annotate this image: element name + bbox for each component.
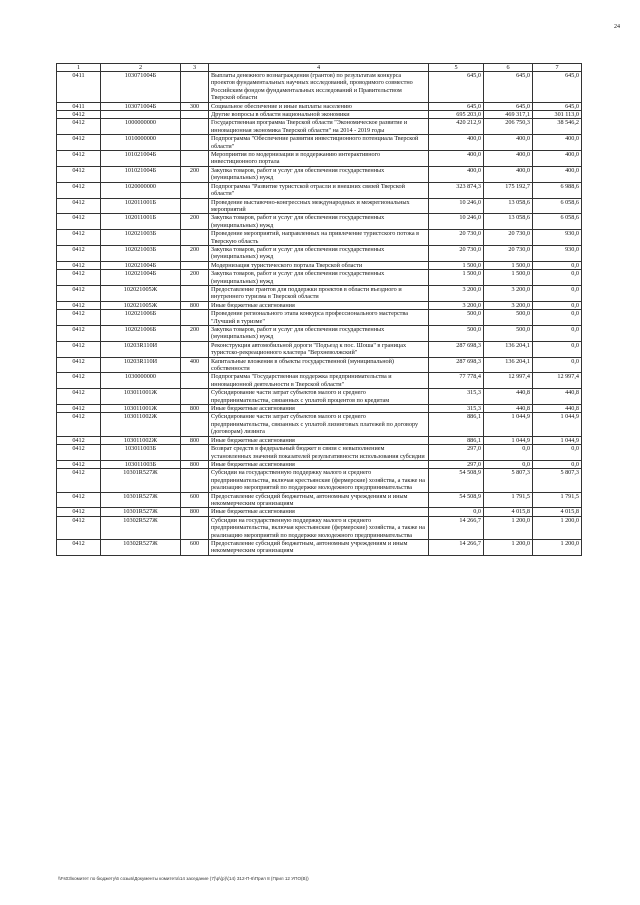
table-cell-v7: 0,0 — [533, 270, 582, 286]
table-cell-v7: 0,0 — [533, 460, 582, 468]
table-cell-type: 200 — [181, 166, 209, 182]
table-cell-type: 200 — [181, 214, 209, 230]
table-row — [57, 135, 582, 151]
table-cell-code: 102021005Ж — [101, 301, 181, 309]
table-cell-code: 103011003Б — [101, 460, 181, 468]
table-cell-v6: 12 997,4 — [484, 373, 533, 389]
table-cell-v6: 500,0 — [484, 326, 533, 342]
table-cell-name: Субсидирование части затрат субъектов малого и среднего предпринимательства, связанных с уплатой лизинговых платежей по договору (договорам) лизинга — [209, 413, 429, 436]
table-cell-sec: 0412 — [57, 198, 101, 214]
table-cell-code: 10302R527Ж — [101, 516, 181, 539]
file-path-footer: \\Fs03\комитет по бюджету\6 созыв\Документы комитета\14 заседание (7)\р\(р)\(14) 312-П-6\Прил 8 (Прил 12 УПО(В)) — [58, 876, 309, 881]
table-cell-name: Закупка товаров, работ и услуг для обеспечения государственных (муниципальных) нужд — [209, 214, 429, 230]
table-cell-type: 600 — [181, 492, 209, 508]
table-cell-name: Иные бюджетные ассигнования — [209, 460, 429, 468]
table-cell-v5: 1 500,0 — [429, 261, 484, 269]
table-cell-name: Государственная программа Тверской области "Экономическое развитие и инновационная экономика Тверской области" на 2014 - 2019 годы — [209, 119, 429, 135]
table-cell-sec: 0412 — [57, 413, 101, 436]
table-cell-name: Капитальные вложения в объекты государственной (муниципальной) собственности — [209, 357, 429, 373]
table-cell-name: Выплаты денежного вознаграждения (грантов) по результатам конкурса проектов фундаментальных научных исследований, проводимого совместно Российским фондом фундаментальных исследований и Правительством Тверской области — [209, 72, 429, 103]
table-cell-sec: 0412 — [57, 182, 101, 198]
table-cell-v7: 0,0 — [533, 285, 582, 301]
table-cell-name: Модернизация туристического портала Тверской области — [209, 261, 429, 269]
table-row — [57, 492, 582, 508]
table-cell-v6: 13 058,6 — [484, 198, 533, 214]
table-cell-code: 101021004Б — [101, 166, 181, 182]
table-cell-v7: 1 044,9 — [533, 436, 582, 444]
table-cell-v5: 323 874,3 — [429, 182, 484, 198]
table-cell-sec: 0412 — [57, 341, 101, 357]
table-cell-type: 400 — [181, 357, 209, 373]
table-cell-name: Реконструкция автомобильной дороги "Подъезд к пос. Шоша" в границах туристско-рекреационного кластера "Верхневолжский" — [209, 341, 429, 357]
table-cell-name: Социальное обеспечение и иные выплаты населению — [209, 102, 429, 110]
table-row — [57, 285, 582, 301]
table-cell-v5: 886,1 — [429, 413, 484, 436]
table-cell-name: Предоставление субсидий бюджетным, автономным учреждениям и иным некоммерческим организациям — [209, 539, 429, 555]
table-cell-code: 10301R527Ж — [101, 508, 181, 516]
table-cell-v7: 645,0 — [533, 102, 582, 110]
table-cell-v6: 5 807,3 — [484, 469, 533, 492]
table-cell-v6: 206 750,3 — [484, 119, 533, 135]
table-cell-v6: 500,0 — [484, 310, 533, 326]
table-cell-name: Субсидии на государственную поддержку малого и среднего предпринимательства, включая крестьянские (фермерские) хозяйства, а также на реализацию мероприятий по поддержке молодежного предпринимательства — [209, 469, 429, 492]
table-cell-v7: 6 058,6 — [533, 214, 582, 230]
table-cell-v7: 0,0 — [533, 341, 582, 357]
table-cell-name: Субсидии на государственную поддержку малого и среднего предпринимательства, включая крестьянские (фермерские) хозяйства, а также на реализацию мероприятий по поддержке молодежного предпринимательства — [209, 516, 429, 539]
table-cell-sec: 0412 — [57, 261, 101, 269]
table-cell-v5: 886,1 — [429, 436, 484, 444]
table-cell-type — [181, 198, 209, 214]
table-cell-type — [181, 373, 209, 389]
table-cell-type: 300 — [181, 102, 209, 110]
table-cell-name: Подпрограмма "Обеспечение развития инвестиционного потенциала Тверской области" — [209, 135, 429, 151]
table-cell-sec: 0412 — [57, 460, 101, 468]
table-cell-sec: 0412 — [57, 445, 101, 461]
table-cell-code: 102011001Б — [101, 198, 181, 214]
table-cell-type: 800 — [181, 460, 209, 468]
table-row — [57, 341, 582, 357]
table-row — [57, 310, 582, 326]
table-cell-name: Проведение выставочно-конгрессных международных и межрегиональных мероприятий — [209, 198, 429, 214]
table-cell-sec: 0412 — [57, 135, 101, 151]
table-cell-type: 600 — [181, 539, 209, 555]
table-row — [57, 301, 582, 309]
table-cell-code: 102021003Б — [101, 230, 181, 246]
table-cell-v5: 315,3 — [429, 405, 484, 413]
table-cell-type — [181, 445, 209, 461]
table-cell-type: 800 — [181, 301, 209, 309]
table-cell-type — [181, 310, 209, 326]
table-cell-code: 103011001Ж — [101, 389, 181, 405]
table-cell-type — [181, 389, 209, 405]
table-cell-v7: 0,0 — [533, 357, 582, 373]
table-cell-name: Другие вопросы в области национальной экономики — [209, 111, 429, 119]
table-cell-v6: 13 058,6 — [484, 214, 533, 230]
table-cell-sec: 0412 — [57, 469, 101, 492]
table-cell-v5: 400,0 — [429, 135, 484, 151]
table-cell-code: 102021003Б — [101, 245, 181, 261]
table-cell-type — [181, 119, 209, 135]
table-cell-v6: 136 204,1 — [484, 341, 533, 357]
table-row — [57, 214, 582, 230]
table-row — [57, 460, 582, 468]
table-cell-v5: 10 246,0 — [429, 214, 484, 230]
table-cell-type — [181, 413, 209, 436]
table-row — [57, 357, 582, 373]
table-cell-type — [181, 72, 209, 103]
table-cell-code: 102011001Б — [101, 214, 181, 230]
table-cell-code: 102021006Б — [101, 310, 181, 326]
table-cell-v7: 1 044,9 — [533, 413, 582, 436]
column-header: 1 — [57, 64, 101, 72]
table-cell-v7: 0,0 — [533, 445, 582, 461]
table-cell-code: 10203R110И — [101, 357, 181, 373]
table-row — [57, 326, 582, 342]
table-cell-v5: 400,0 — [429, 166, 484, 182]
table-row — [57, 413, 582, 436]
table-cell-v6: 645,0 — [484, 72, 533, 103]
table-row — [57, 516, 582, 539]
table-cell-code: 10301R527Ж — [101, 492, 181, 508]
table-cell-sec: 0412 — [57, 373, 101, 389]
table-cell-type — [181, 516, 209, 539]
table-cell-code: 103071004Б — [101, 102, 181, 110]
table-cell-sec: 0412 — [57, 357, 101, 373]
page-number: 24 — [614, 24, 620, 30]
table-cell-type — [181, 182, 209, 198]
table-cell-code — [101, 111, 181, 119]
table-row — [57, 373, 582, 389]
table-cell-v5: 645,0 — [429, 102, 484, 110]
table-cell-type — [181, 135, 209, 151]
table-row — [57, 166, 582, 182]
table-row — [57, 539, 582, 555]
table-cell-v6: 3 200,0 — [484, 301, 533, 309]
table-cell-code: 1010000000 — [101, 135, 181, 151]
table-cell-name: Субсидирование части затрат субъектов малого и среднего предпринимательства, связанных с уплатой процентов по кредитам — [209, 389, 429, 405]
table-cell-code: 102021004Б — [101, 261, 181, 269]
table-row — [57, 469, 582, 492]
table-row — [57, 405, 582, 413]
table-cell-sec: 0412 — [57, 151, 101, 167]
table-cell-type: 800 — [181, 405, 209, 413]
table-cell-sec: 0412 — [57, 166, 101, 182]
table-cell-v6: 1 500,0 — [484, 261, 533, 269]
table-cell-v6: 1 044,9 — [484, 436, 533, 444]
table-cell-code: 1030000000 — [101, 373, 181, 389]
table-cell-v7: 0,0 — [533, 261, 582, 269]
table-cell-v6: 1 044,9 — [484, 413, 533, 436]
table-cell-v5: 20 730,0 — [429, 230, 484, 246]
table-cell-v6: 3 200,0 — [484, 285, 533, 301]
table-cell-sec: 0412 — [57, 285, 101, 301]
table-cell-code: 102021005Ж — [101, 285, 181, 301]
table-cell-v5: 500,0 — [429, 310, 484, 326]
table-cell-v5: 3 200,0 — [429, 301, 484, 309]
table-row — [57, 261, 582, 269]
table-cell-sec: 0412 — [57, 245, 101, 261]
table-cell-v5: 420 212,9 — [429, 119, 484, 135]
table-cell-v5: 0,0 — [429, 508, 484, 516]
table-row — [57, 389, 582, 405]
table-cell-v5: 287 698,3 — [429, 341, 484, 357]
table-cell-code: 102021004Б — [101, 270, 181, 286]
table-row — [57, 198, 582, 214]
table-cell-v7: 1 791,5 — [533, 492, 582, 508]
table-cell-type — [181, 341, 209, 357]
table-cell-v6: 469 317,1 — [484, 111, 533, 119]
table-cell-type: 800 — [181, 508, 209, 516]
table-cell-v7: 0,0 — [533, 301, 582, 309]
table-cell-type — [181, 111, 209, 119]
table-cell-name: Проведение регионального этапа конкурса профессионального мастерства "Лучший в туризме" — [209, 310, 429, 326]
table-cell-code: 103011002Ж — [101, 436, 181, 444]
table-header-row — [57, 64, 582, 72]
table-cell-code: 10203R110И — [101, 341, 181, 357]
table-cell-v6: 0,0 — [484, 445, 533, 461]
table-cell-type: 200 — [181, 270, 209, 286]
table-cell-v6: 400,0 — [484, 135, 533, 151]
table-cell-code: 103011002Ж — [101, 413, 181, 436]
table-cell-name: Иные бюджетные ассигнования — [209, 405, 429, 413]
column-header: 5 — [429, 64, 484, 72]
table-cell-v5: 297,0 — [429, 460, 484, 468]
column-header: 3 — [181, 64, 209, 72]
table-cell-type — [181, 151, 209, 167]
table-cell-type — [181, 285, 209, 301]
table-cell-sec: 0412 — [57, 119, 101, 135]
table-row — [57, 151, 582, 167]
table-cell-v5: 3 200,0 — [429, 285, 484, 301]
column-header: 6 — [484, 64, 533, 72]
table-body — [57, 72, 582, 556]
table-cell-v7: 1 200,0 — [533, 539, 582, 555]
table-row — [57, 436, 582, 444]
table-cell-v7: 301 113,0 — [533, 111, 582, 119]
budget-table — [56, 63, 582, 556]
table-cell-v6: 20 730,0 — [484, 230, 533, 246]
table-cell-sec: 0412 — [57, 111, 101, 119]
table-cell-sec: 0412 — [57, 270, 101, 286]
table-cell-sec: 0412 — [57, 516, 101, 539]
table-cell-v7: 930,0 — [533, 245, 582, 261]
table-cell-sec: 0411 — [57, 102, 101, 110]
table-row — [57, 111, 582, 119]
table-cell-v5: 695 203,0 — [429, 111, 484, 119]
table-cell-v7: 440,8 — [533, 389, 582, 405]
table-cell-type: 200 — [181, 245, 209, 261]
table-cell-name: Подпрограмма "Развитие туристской отрасли и внешних связей Тверской области" — [209, 182, 429, 198]
table-cell-code: 10301R527Ж — [101, 469, 181, 492]
table-cell-v6: 440,8 — [484, 389, 533, 405]
table-row — [57, 230, 582, 246]
table-cell-v7: 4 015,8 — [533, 508, 582, 516]
table-cell-v6: 400,0 — [484, 151, 533, 167]
table-cell-v6: 136 204,1 — [484, 357, 533, 373]
table-cell-sec: 0412 — [57, 436, 101, 444]
table-cell-v6: 400,0 — [484, 166, 533, 182]
table-cell-name: Закупка товаров, работ и услуг для обеспечения государственных (муниципальных) нужд — [209, 245, 429, 261]
table-cell-name: Предоставление грантов для поддержки проектов в области въездного и внутреннего туризма в Тверской области — [209, 285, 429, 301]
table-cell-sec: 0412 — [57, 301, 101, 309]
table-cell-v6: 4 015,8 — [484, 508, 533, 516]
table-cell-v5: 77 778,4 — [429, 373, 484, 389]
table-cell-v5: 14 266,7 — [429, 516, 484, 539]
table-cell-name: Подпрограмма "Государственная поддержка предпринимательства и инновационной деятельности в Тверской области" — [209, 373, 429, 389]
table-cell-name: Иные бюджетные ассигнования — [209, 508, 429, 516]
table-cell-v7: 400,0 — [533, 135, 582, 151]
table-cell-v5: 1 500,0 — [429, 270, 484, 286]
table-cell-name: Иные бюджетные ассигнования — [209, 436, 429, 444]
table-cell-v7: 930,0 — [533, 230, 582, 246]
table-cell-v6: 175 192,7 — [484, 182, 533, 198]
table-cell-type — [181, 469, 209, 492]
table-cell-name: Иные бюджетные ассигнования — [209, 301, 429, 309]
table-row — [57, 245, 582, 261]
table-cell-v7: 400,0 — [533, 166, 582, 182]
table-cell-sec: 0412 — [57, 214, 101, 230]
table-cell-v7: 645,0 — [533, 72, 582, 103]
table-cell-sec: 0412 — [57, 539, 101, 555]
table-cell-type — [181, 230, 209, 246]
table-cell-v5: 10 246,0 — [429, 198, 484, 214]
table-cell-sec: 0411 — [57, 72, 101, 103]
column-header: 7 — [533, 64, 582, 72]
table-cell-code: 1000000000 — [101, 119, 181, 135]
table-cell-v7: 6 988,6 — [533, 182, 582, 198]
table-cell-v5: 297,0 — [429, 445, 484, 461]
column-header: 4 — [209, 64, 429, 72]
table-cell-v5: 14 266,7 — [429, 539, 484, 555]
table-cell-type — [181, 261, 209, 269]
table-cell-v7: 440,8 — [533, 405, 582, 413]
table-cell-v5: 500,0 — [429, 326, 484, 342]
table-cell-code: 103011003Б — [101, 445, 181, 461]
table-cell-v7: 12 997,4 — [533, 373, 582, 389]
table-cell-v7: 400,0 — [533, 151, 582, 167]
table-cell-sec: 0412 — [57, 230, 101, 246]
table-cell-v6: 1 200,0 — [484, 516, 533, 539]
table-cell-v5: 54 508,9 — [429, 492, 484, 508]
table-cell-v6: 645,0 — [484, 102, 533, 110]
table-cell-code: 103071004Б — [101, 72, 181, 103]
table-cell-v5: 400,0 — [429, 151, 484, 167]
table-cell-code: 101021004Б — [101, 151, 181, 167]
table-cell-code: 102021006Б — [101, 326, 181, 342]
table-cell-v5: 54 508,9 — [429, 469, 484, 492]
table-cell-v7: 38 546,2 — [533, 119, 582, 135]
table-cell-v5: 20 730,0 — [429, 245, 484, 261]
table-cell-v6: 0,0 — [484, 460, 533, 468]
table-row — [57, 508, 582, 516]
table-cell-v6: 1 200,0 — [484, 539, 533, 555]
table-row — [57, 445, 582, 461]
table-cell-v7: 0,0 — [533, 310, 582, 326]
table-row — [57, 72, 582, 103]
table-cell-sec: 0412 — [57, 389, 101, 405]
table-row — [57, 270, 582, 286]
table-cell-name: Проведение мероприятий, направленных на привлечение туристского потока в Тверскую область — [209, 230, 429, 246]
table-cell-v5: 645,0 — [429, 72, 484, 103]
table-cell-sec: 0412 — [57, 492, 101, 508]
table-cell-sec: 0412 — [57, 310, 101, 326]
table-cell-name: Закупка товаров, работ и услуг для обеспечения государственных (муниципальных) нужд — [209, 166, 429, 182]
table-cell-name: Закупка товаров, работ и услуг для обеспечения государственных (муниципальных) нужд — [209, 270, 429, 286]
table-cell-v5: 315,3 — [429, 389, 484, 405]
table-row — [57, 102, 582, 110]
table-cell-v7: 0,0 — [533, 326, 582, 342]
table-cell-code: 1020000000 — [101, 182, 181, 198]
table-cell-v7: 5 807,3 — [533, 469, 582, 492]
table-row — [57, 119, 582, 135]
table-cell-v7: 6 058,6 — [533, 198, 582, 214]
table-cell-v5: 287 698,3 — [429, 357, 484, 373]
table-cell-name: Предоставление субсидий бюджетным, автономным учреждениям и иным некоммерческим организациям — [209, 492, 429, 508]
table-cell-name: Закупка товаров, работ и услуг для обеспечения государственных (муниципальных) нужд — [209, 326, 429, 342]
table-cell-code: 103011001Ж — [101, 405, 181, 413]
table-cell-sec: 0412 — [57, 405, 101, 413]
table-cell-name: Мероприятия по модернизации и поддержанию интерактивного инвестиционного портала — [209, 151, 429, 167]
column-header: 2 — [101, 64, 181, 72]
table-cell-v6: 20 730,0 — [484, 245, 533, 261]
table-cell-type: 200 — [181, 326, 209, 342]
table-cell-v6: 1 791,5 — [484, 492, 533, 508]
table-cell-v7: 1 200,0 — [533, 516, 582, 539]
table-row — [57, 182, 582, 198]
table-cell-v6: 1 500,0 — [484, 270, 533, 286]
table-cell-code: 10302R527Ж — [101, 539, 181, 555]
table-cell-type: 800 — [181, 436, 209, 444]
table-cell-sec: 0412 — [57, 326, 101, 342]
table-cell-name: Возврат средств в федеральный бюджет в связи с невыполнением установленных значений показателей результативности использования субсидии — [209, 445, 429, 461]
table-cell-v6: 440,8 — [484, 405, 533, 413]
table-cell-sec: 0412 — [57, 508, 101, 516]
